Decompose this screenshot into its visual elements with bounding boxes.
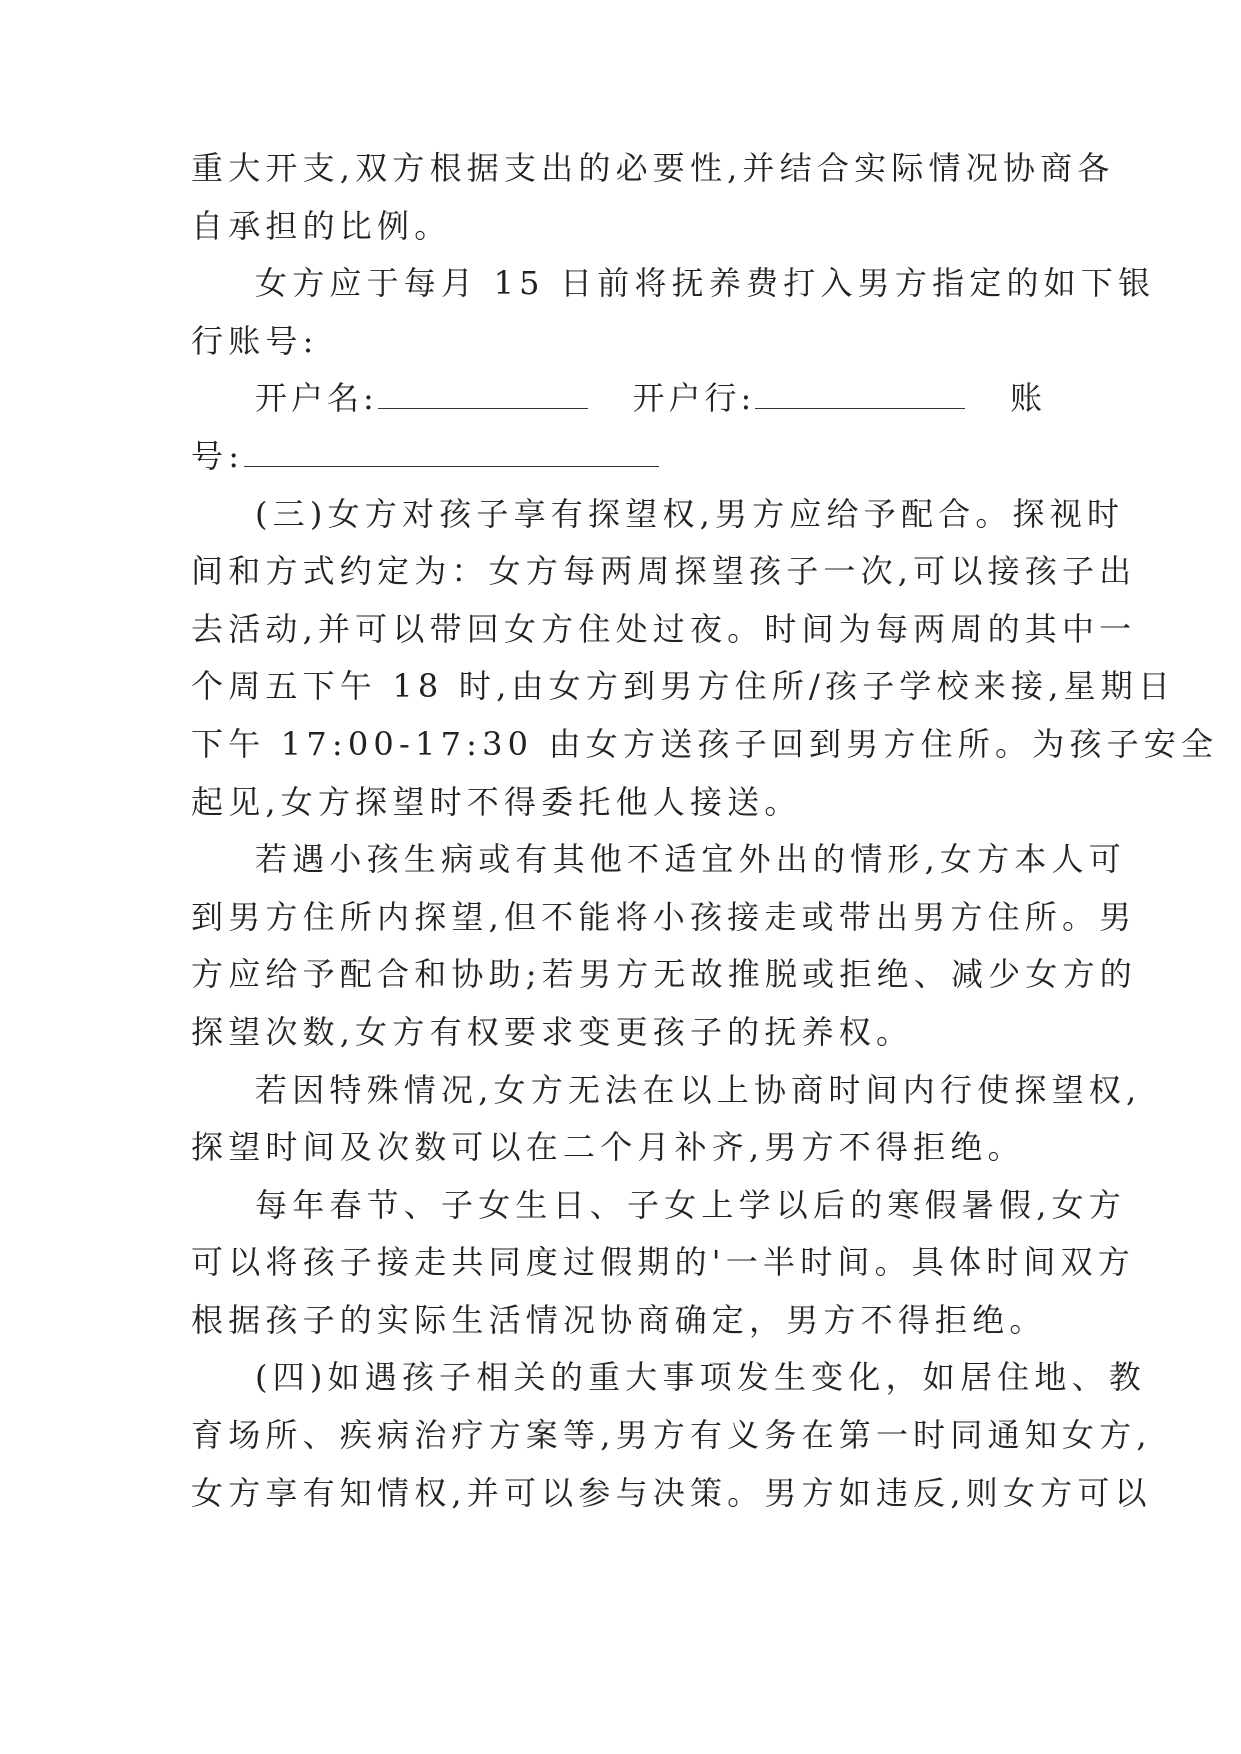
account-name-label: 开户名: — [255, 379, 378, 418]
text-line: 自承担的比例。 — [191, 206, 452, 245]
text-line: (三)女方对孩子享有探望权,男方应给予配合。探视时 — [255, 494, 1125, 533]
account-name-field — [255, 370, 588, 428]
text-line: 行账号: — [191, 321, 319, 360]
text-line: 个周五下午 18 时,由女方到男方住所/孩子学校来接,星期日 — [191, 667, 1176, 706]
account-number-field — [191, 428, 1046, 486]
text-line: 女方享有知情权,并可以参与决策。男方如违反,则女方可以 — [191, 1473, 1152, 1512]
document-page — [191, 140, 1219, 1522]
bank-name-field — [632, 370, 965, 428]
account-name-blank — [378, 384, 588, 409]
text-line: 若遇小孩生病或有其他不适宜外出的情形,女方本人可 — [255, 840, 1126, 879]
bank-name-blank — [755, 384, 965, 409]
text-line: 每年春节、子女生日、子女上学以后的寒假暑假,女方 — [255, 1185, 1126, 1224]
text-line: 女方应于每月 15 日前将抚养费打入男方指定的如下银 — [255, 264, 1156, 303]
text-line: 探望时间及次数可以在二个月补齐,男方不得拒绝。 — [191, 1128, 1025, 1167]
account-number-blank — [244, 442, 659, 467]
bank-name-label: 开户行: — [632, 379, 756, 418]
text-line: 重大开支,双方根据支出的必要性,并结合实际情况协商各 — [191, 149, 1115, 187]
text-line: 探望次数,女方有权要求变更孩子的抚养权。 — [191, 1012, 914, 1051]
text-line: 到男方住所内探望,但不能将小孩接走或带出男方住所。男 — [191, 897, 1137, 936]
text-line: 方应给予配合和协助;若男方无故推脱或拒绝、减少女方的 — [191, 955, 1137, 994]
text-line: 可以将孩子接走共同度过假期的'一半时间。具体时间双方 — [191, 1243, 1135, 1282]
text-line: 育场所、疾病治疗方案等,男方有义务在第一时同通知女方, — [191, 1416, 1152, 1455]
text-line: 下午 17:00-17:30 由女方送孩子回到男方住所。为孩子安全 — [191, 724, 1219, 763]
text-line: 起见,女方探望时不得委托他人接送。 — [191, 782, 802, 821]
account-number-label-b: 号: — [191, 436, 245, 475]
text-line: 若因特殊情况,女方无法在以上协商时间内行使探望权, — [255, 1070, 1142, 1109]
account-fields — [191, 370, 1046, 428]
text-line: (四)如遇孩子相关的重大事项发生变化，如居住地、教 — [255, 1358, 1146, 1397]
text-line: 去活动,并可以带回女方住处过夜。时间为每两周的其中一 — [191, 609, 1137, 648]
text-line: 根据孩子的实际生活情况协商确定，男方不得拒绝。 — [191, 1300, 1047, 1339]
text-line: 间和方式约定为：女方每两周探望孩子一次,可以接孩子出 — [191, 552, 1137, 591]
account-number-label-a: 账 — [1009, 379, 1046, 418]
